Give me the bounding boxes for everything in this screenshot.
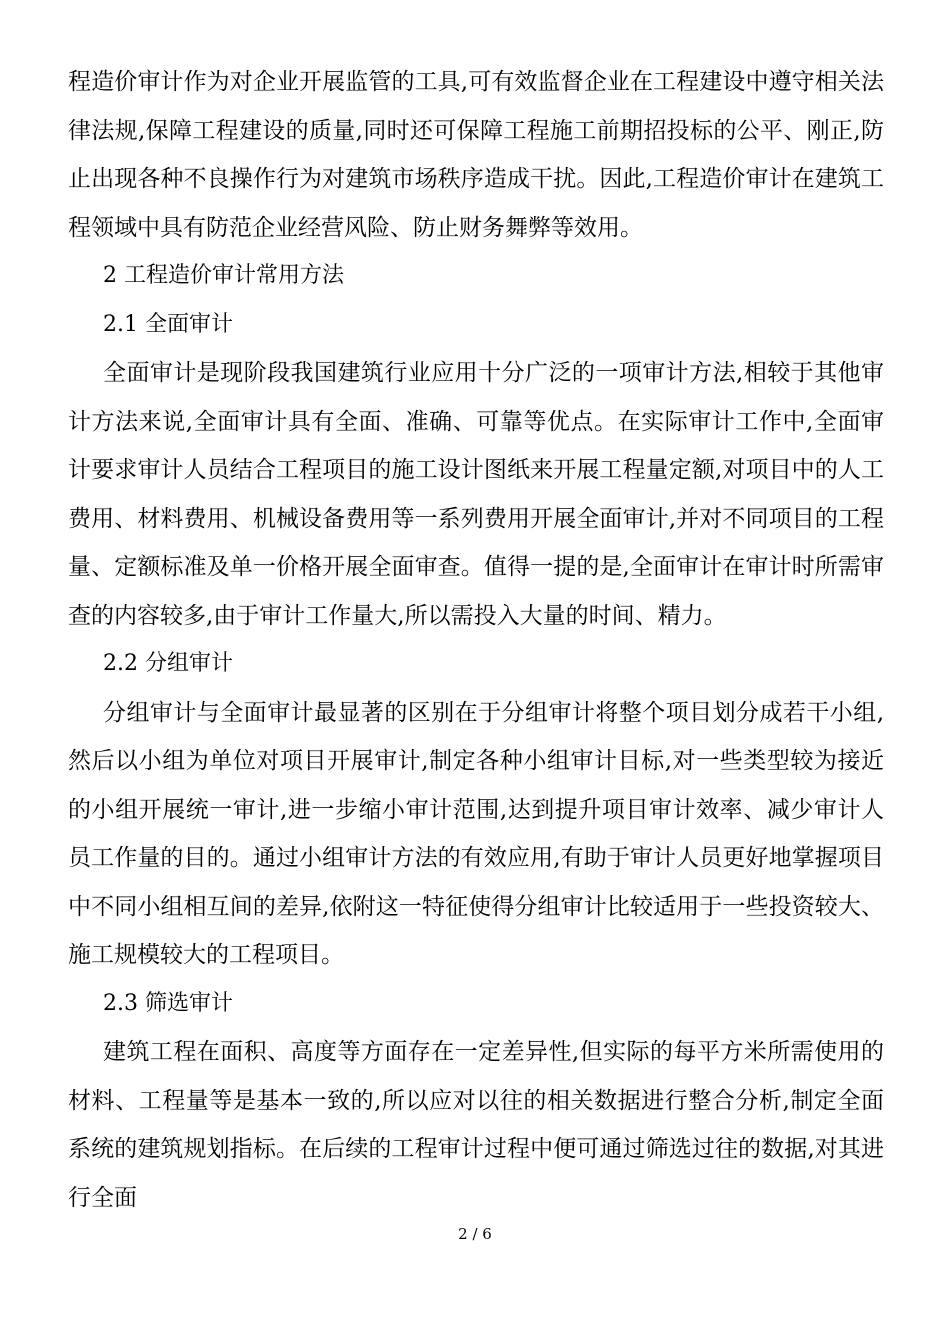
paragraph-filter-audit: 建筑工程在面积、高度等方面存在一定差异性,但实际的每平方米所需使用的材料、工程量等是基本一致的,所以应对以往的相关数据进行整合分析,制定全面系统的建筑规划指标。在后续的工程审计过程中便可通过筛选过往的数据,对其进行全面 (68, 1039, 884, 1211)
subsection-heading-2-3: 2.3 筛选审计 (103, 990, 233, 1016)
paragraph-continued: 程造价审计作为对企业开展监管的工具,可有效监督企业在工程建设中遵守相关法律法规,保障工程建设的质量,同时还可保障工程施工前期招投标的公平、刚正,防止出现各种不良操作行为对建筑市场秩序造成干扰。因此,工程造价审计在建筑工程领域中具有防范企业经营风险、防止财务舞弊等效用。 (68, 69, 884, 241)
subsection-heading-2-1: 2.1 全面审计 (103, 311, 233, 337)
document-body (68, 58, 884, 1222)
paragraph-full-audit: 全面审计是现阶段我国建筑行业应用十分广泛的一项审计方法,相较于其他审计方法来说,全面审计具有全面、准确、可靠等优点。在实际审计工作中,全面审计要求审计人员结合工程项目的施工设计图纸来开展工程量定额,对项目中的人工费用、材料费用、机械设备费用等一系列费用开展全面审计,并对不同项目的工程量、定额标准及单一价格开展全面审查。值得一提的是,全面审计在审计时所需审查的内容较多,由于审计工作量大,所以需投入大量的时间、精力。 (68, 360, 884, 629)
subsection-heading-2-2: 2.2 分组审计 (103, 651, 233, 676)
paragraph-group-audit: 分组审计与全面审计最显著的区别在于分组审计将整个项目划分成若干小组,然后以小组为单位对项目开展审计,制定各种小组审计目标,对一些类型较为接近的小组开展统一审计,进一步缩小审计范围,达到提升项目审计效率、减少审计人员工作量的目的。通过小组审计方法的有效应用,有助于审计人员更好地掌握项目中不同小组相互间的差异,依附这一特征使得分组审计比较适用于一些投资较大、施工规模较大的工程项目。 (68, 699, 884, 968)
page-number: 2 / 6 (458, 1225, 492, 1243)
section-heading: 2 工程造价审计常用方法 (103, 263, 344, 288)
